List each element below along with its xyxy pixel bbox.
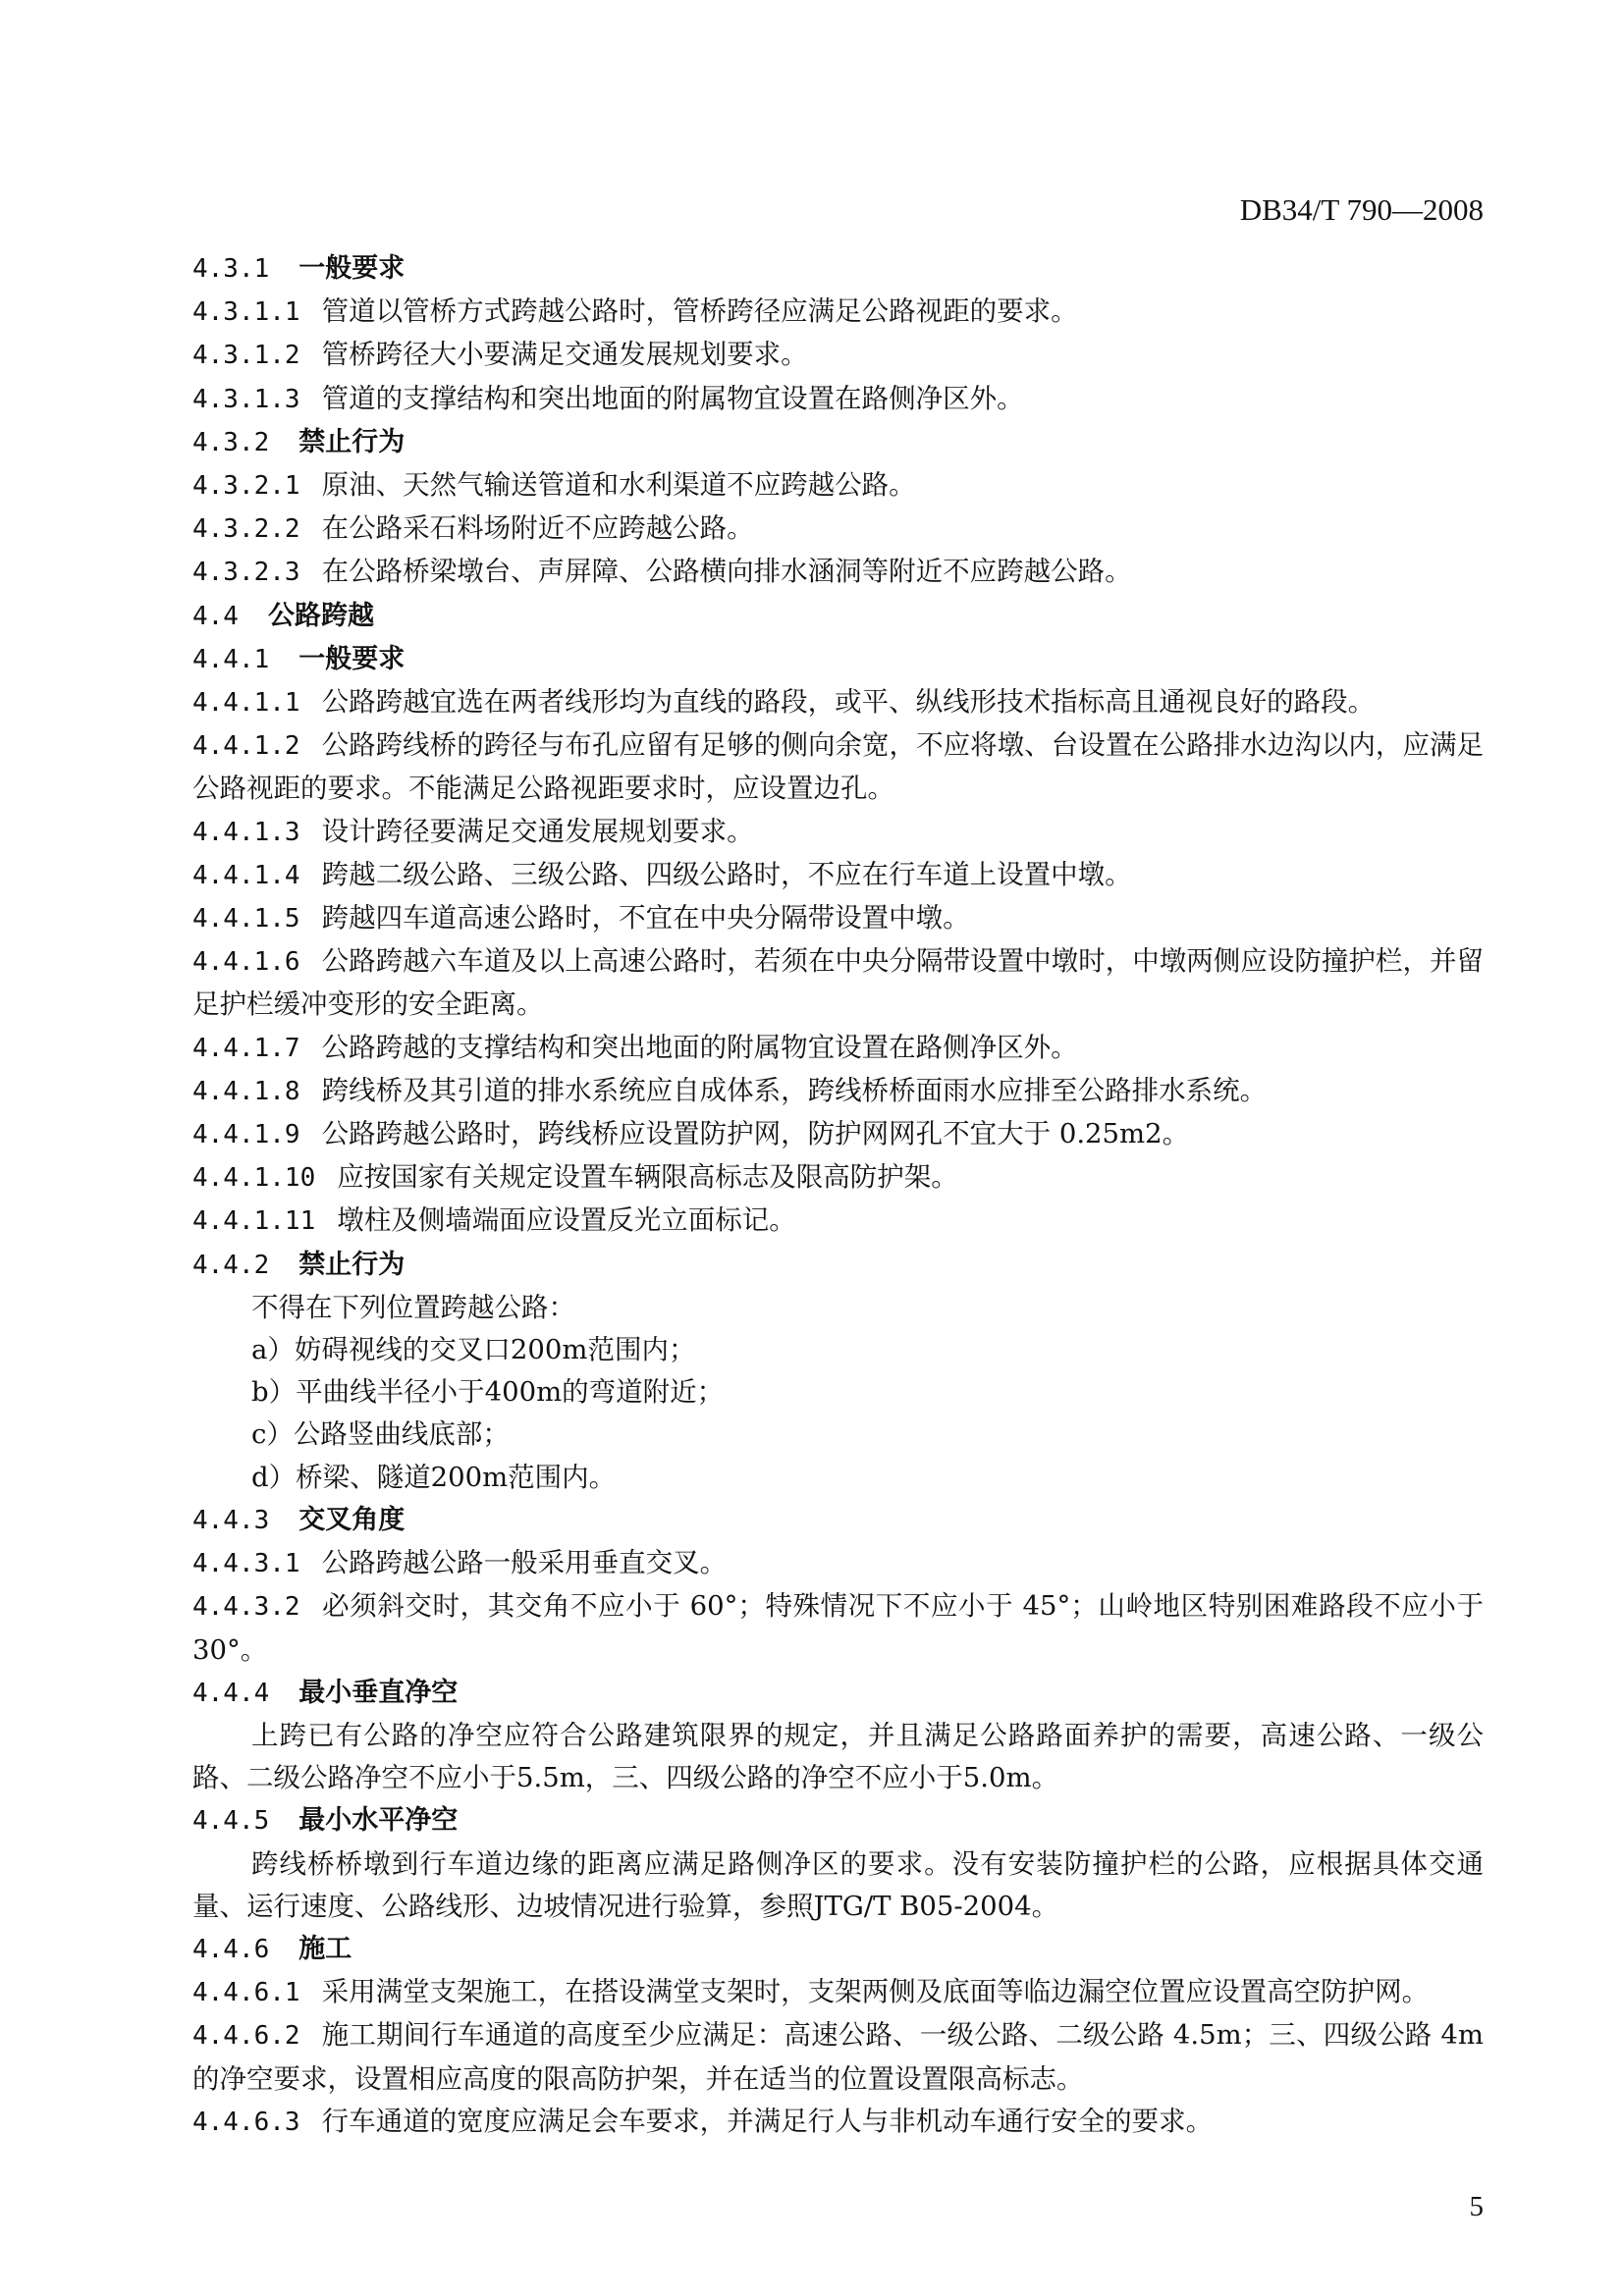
section-number: 4.4.6 xyxy=(192,1934,270,1964)
paragraph: 跨线桥桥墩到行车道边缘的距离应满足路侧净区的要求。没有安装防撞护栏的公路，应根据具体交通量、运行速度、公路线形、边坡情况进行验算，参照JTG/T B05-2004。 xyxy=(192,1847,1484,1922)
clause-number: 4.3.2.1 xyxy=(192,471,300,502)
clause xyxy=(192,1542,1484,1585)
section-number: 4.4.1 xyxy=(192,644,270,674)
section-heading xyxy=(192,1928,1484,1971)
clause-text: 施工期间行车通道的高度至少应满足：高速公路、一级公路、二级公路 4.5m；三、四级公路 4m 的净空要求，设置相应高度的限高防护架，并在适当的位置设置限高标志。 xyxy=(192,2019,1484,2095)
list-item: b）平曲线半径小于400m的弯道附近； xyxy=(251,1376,725,1409)
clause xyxy=(192,1585,1484,1671)
clause xyxy=(192,291,1484,334)
clause xyxy=(192,854,1484,897)
list-item: a）妨碍视线的交叉口200m范围内； xyxy=(251,1334,696,1366)
clause-text: 跨越四车道高速公路时，不宜在中央分隔带设置中墩。 xyxy=(321,902,970,934)
section-heading xyxy=(192,1499,1484,1542)
section-title: 最小垂直净空 xyxy=(298,1677,459,1708)
clause xyxy=(192,1027,1484,1070)
clause-text: 公路跨越公路一般采用垂直交叉。 xyxy=(321,1547,728,1579)
section-title: 一般要求 xyxy=(298,253,406,284)
section-heading xyxy=(192,595,1484,638)
clause-number: 4.4.6.1 xyxy=(192,1978,300,2008)
section-heading xyxy=(192,421,1484,464)
clause xyxy=(192,378,1484,421)
section-number: 4.4.2 xyxy=(192,1250,270,1280)
clause-number: 4.4.1.1 xyxy=(192,688,300,719)
clause-number: 4.3.2.3 xyxy=(192,558,300,588)
clause-number: 4.4.1.8 xyxy=(192,1076,300,1106)
clause-number: 4.4.1.5 xyxy=(192,904,300,934)
section-heading xyxy=(192,1799,1484,1842)
clause xyxy=(192,1113,1484,1156)
section-title: 一般要求 xyxy=(298,643,406,674)
clause xyxy=(192,334,1484,377)
clause-number: 4.4.1.4 xyxy=(192,860,300,890)
clause-text: 墩柱及侧墙端面应设置反光立面标记。 xyxy=(337,1204,796,1237)
section-title: 公路跨越 xyxy=(267,600,374,631)
clause-text: 公路跨越宜选在两者线形均为直线的路段，或平、纵线形技术指标高且通视良好的路段。 xyxy=(321,686,1376,719)
clause-text: 公路跨线桥的跨径与布孔应留有足够的侧向余宽，不应将墩、台设置在公路排水边沟以内，应满足公路视距的要求。不能满足公路视距要求时，应设置边孔。 xyxy=(192,729,1484,805)
clause xyxy=(192,551,1484,594)
paragraph: 上跨已有公路的净空应符合公路建筑限界的规定，并且满足公路路面养护的需要，高速公路、一级公路、二级公路净空不应小于5.5m，三、四级公路的净空不应小于5.0m。 xyxy=(192,1719,1484,1794)
section-title: 最小水平净空 xyxy=(298,1805,459,1837)
clause-text: 公路跨越六车道及以上高速公路时，若须在中央分隔带设置中墩时，中墩两侧应设防撞护栏，并留足护栏缓冲变形的安全距离。 xyxy=(192,945,1484,1021)
clause-number: 4.4.6.2 xyxy=(192,2021,300,2052)
section-number: 4.4 xyxy=(192,601,239,631)
clause-number: 4.3.1.2 xyxy=(192,341,300,371)
clause xyxy=(192,681,1484,724)
section-title: 施工 xyxy=(298,1933,352,1964)
clause-text: 设计跨径要满足交通发展规划要求。 xyxy=(321,815,754,847)
clause xyxy=(192,2014,1484,2100)
clause-text: 采用满堂支架施工，在搭设满堂支架时，支架两侧及底面等临边漏空位置应设置高空防护网。 xyxy=(321,1976,1430,2008)
list-item: 不得在下列位置跨越公路： xyxy=(251,1291,575,1323)
list-item: c）公路竖曲线底部； xyxy=(251,1418,510,1451)
clause-number: 4.4.1.9 xyxy=(192,1120,300,1150)
clause xyxy=(192,1156,1484,1200)
clause-text: 跨线桥及其引道的排水系统应自成体系，跨线桥桥面雨水应排至公路排水系统。 xyxy=(321,1074,1268,1106)
clause xyxy=(192,507,1484,551)
clause-number: 4.3.2.2 xyxy=(192,514,300,545)
list-item: d）桥梁、隧道200m范围内。 xyxy=(251,1461,617,1493)
clause xyxy=(192,940,1484,1026)
clause-text: 在公路采石料场附近不应跨越公路。 xyxy=(321,512,754,545)
clause-text: 在公路桥梁墩台、声屏障、公路横向排水涵洞等附近不应跨越公路。 xyxy=(321,556,1132,588)
clause-number: 4.4.1.11 xyxy=(192,1206,316,1237)
clause xyxy=(192,724,1484,810)
clause-number: 4.4.1.3 xyxy=(192,817,300,847)
clause-text: 应按国家有关规定设置车辆限高标志及限高防护架。 xyxy=(337,1161,958,1194)
clause-text: 公路跨越公路时，跨线桥应设置防护网，防护网网孔不宜大于 0.25m2。 xyxy=(321,1118,1190,1150)
section-title: 禁止行为 xyxy=(298,1249,406,1280)
section-title: 禁止行为 xyxy=(298,426,406,457)
clause xyxy=(192,464,1484,507)
clause xyxy=(192,2101,1484,2144)
section-number: 4.4.4 xyxy=(192,1678,270,1708)
document-body xyxy=(192,247,1484,2144)
clause-text: 管道以管桥方式跨越公路时，管桥跨径应满足公路视距的要求。 xyxy=(321,295,1078,328)
clause-number: 4.4.1.2 xyxy=(192,731,300,762)
section-number: 4.3.1 xyxy=(192,254,270,284)
clause-number: 4.3.1.3 xyxy=(192,384,300,414)
clause xyxy=(192,897,1484,940)
clause-text: 原油、天然气输送管道和水利渠道不应跨越公路。 xyxy=(321,469,916,502)
section-heading xyxy=(192,638,1484,681)
clause-number: 4.4.3.2 xyxy=(192,1592,300,1623)
clause-number: 4.4.1.10 xyxy=(192,1163,316,1194)
clause xyxy=(192,1070,1484,1113)
clause-text: 必须斜交时，其交角不应小于 60°；特殊情况下不应小于 45°；山岭地区特别困难路段不应小于 30°。 xyxy=(192,1590,1484,1666)
section-heading xyxy=(192,1672,1484,1715)
clause-number: 4.3.1.1 xyxy=(192,297,300,328)
clause-text: 公路跨越的支撑结构和突出地面的附属物宜设置在路侧净区外。 xyxy=(321,1031,1078,1063)
clause-text: 跨越二级公路、三级公路、四级公路时，不应在行车道上设置中墩。 xyxy=(321,858,1132,890)
clause-text: 行车通道的宽度应满足会车要求，并满足行人与非机动车通行安全的要求。 xyxy=(321,2105,1214,2137)
clause-number: 4.4.3.1 xyxy=(192,1549,300,1579)
clause-number: 4.4.6.3 xyxy=(192,2107,300,2137)
section-number: 4.4.3 xyxy=(192,1505,270,1535)
section-number: 4.4.5 xyxy=(192,1806,270,1837)
clause-text: 管道的支撑结构和突出地面的附属物宜设置在路侧净区外。 xyxy=(321,382,1024,414)
clause-number: 4.4.1.7 xyxy=(192,1033,300,1063)
clause xyxy=(192,811,1484,854)
section-number: 4.3.2 xyxy=(192,427,270,457)
standard-code: DB34/T 790—2008 xyxy=(1239,192,1484,227)
clause-text: 管桥跨径大小要满足交通发展规划要求。 xyxy=(321,339,808,371)
clause-number: 4.4.1.6 xyxy=(192,947,300,978)
section-heading xyxy=(192,1244,1484,1287)
clause xyxy=(192,1971,1484,2014)
section-heading xyxy=(192,247,1484,291)
section-title: 交叉角度 xyxy=(298,1504,406,1535)
page-number: 5 xyxy=(1469,2191,1484,2222)
clause xyxy=(192,1200,1484,1243)
